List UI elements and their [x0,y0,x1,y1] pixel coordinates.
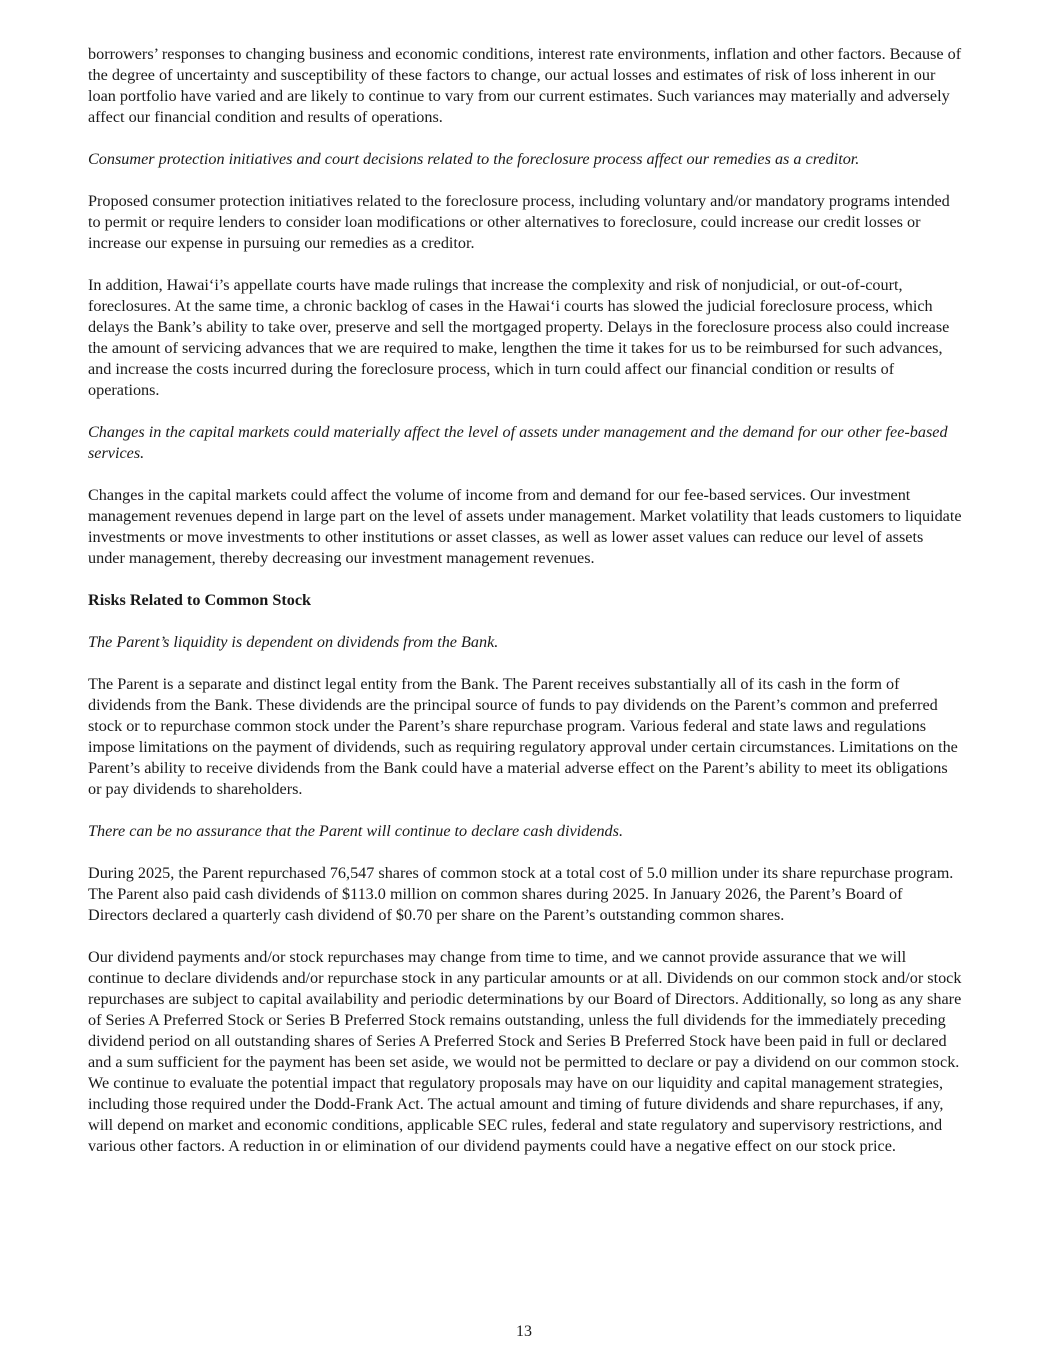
section-heading-common-stock: Risks Related to Common Stock [88,591,312,609]
risk-title-parent-liquidity: The Parent’s liquidity is dependent on dividends from the Bank. [88,633,499,651]
risk-title-cash-dividends: There can be no assurance that the Parent will continue to declare cash dividends. [88,822,623,840]
paragraph-parent-liquidity: The Parent is a separate and distinct legal entity from the Bank. The Parent receives substantially all of its cash in the form of dividends from the Bank. These dividends are the principal source of funds to pay dividends on the Parent’s common and preferred stock or to repurchase common stock under the Parent’s share repurchase program. Various federal and state laws and regulations impose limitations on the payment of dividends, such as requiring regulatory approval under certain circumstances. Limitations on the Parent’s ability to receive dividends from the Bank could have a material adverse effect on the Parent’s ability to meet its obligations or pay dividends to shareholders. [88,675,958,798]
paragraph-dividend-payments: Our dividend payments and/or stock repurchases may change from time to time, and we cannot provide assurance that we will continue to declare dividends and/or repurchase stock in any particular amounts or at all. Dividends on our common stock and/or stock repurchases are subject to capital availability and periodic determinations by our Board of Directors. Additionally, so long as any share of Series A Preferred Stock or Series B Preferred Stock remains outstanding, unless the full dividends for the immediately preceding dividend period on all outstanding shares of Series A Preferred Stock and Series B Preferred Stock have been paid in full or declared and a sum sufficient for the payment has been set aside, we would not be permitted to declare or pay a dividend on our common stock. We continue to evaluate the potential impact that regulatory proposals may have on our liquidity and capital management strategies, including those required under the Dodd-Frank Act. The actual amount and timing of future dividends and share repurchases, if any, will depend on market and economic conditions, applicable SEC rules, federal and state regulatory and supervisory restrictions, and various other factors. A reduction in or elimination of our dividend payments could have a negative effect on our stock price. [88,948,962,1155]
page-number: 13 [516,1323,532,1340]
risk-title-consumer-protection: Consumer protection initiatives and court decisions related to the foreclosure process affect our remedies as a creditor. [88,150,860,168]
paragraph-hawaii-courts: In addition, Hawai‘i’s appellate courts have made rulings that increase the complexity and risk of nonjudicial, or out-of-court, foreclosures. At the same time, a chronic backlog of cases in the Hawai‘i courts has slowed the judicial foreclosure process, which delays the Bank’s ability to take over, preserve and sell the mortgaged property. Delays in the foreclosure process also could increase the amount of servicing advances that we are required to make, lengthen the time it takes for us to be reimbursed for such advances, and increase the costs incurred during the foreclosure process, which in turn could affect our financial condition or results of operations. [88,276,950,399]
paragraph-loan-losses-continued: borrowers’ responses to changing business and economic conditions, interest rate environments, inflation and other factors. Because of the degree of uncertainty and susceptibility of these factors to change, our actual losses and estimates of risk of loss inherent in our loan portfolio have varied and are likely to continue to vary from our current estimates. Such variances may materially and adversely affect our financial condition and results of operations. [88,45,962,126]
risk-title-capital-markets: Changes in the capital markets could materially affect the level of assets under management and the demand for our other fee-based services. [88,423,948,462]
document-body [88,44,964,1178]
paragraph-repurchases-2025: During 2025, the Parent repurchased 76,547 shares of common stock at a total cost of 5.0 million under its share repurchase program. The Parent also paid cash dividends of $113.0 million on common shares during 2025. In January 2026, the Parent’s Board of Directors declared a quarterly cash dividend of $0.70 per share on the Parent’s outstanding common shares. [88,864,954,924]
paragraph-capital-markets: Changes in the capital markets could affect the volume of income from and demand for our fee-based services. Our investment management revenues depend in large part on the level of assets under management. Market volatility that leads customers to liquidate investments or move investments to other institutions or asset classes, as well as lower asset values can reduce our level of assets under management, thereby decreasing our investment management revenues. [88,486,962,567]
paragraph-consumer-protection: Proposed consumer protection initiatives related to the foreclosure process, including voluntary and/or mandatory programs intended to permit or require lenders to consider loan modifications or other alternatives to foreclosure, could increase our credit losses or increase our expense in pursuing our remedies as a creditor. [88,192,950,252]
